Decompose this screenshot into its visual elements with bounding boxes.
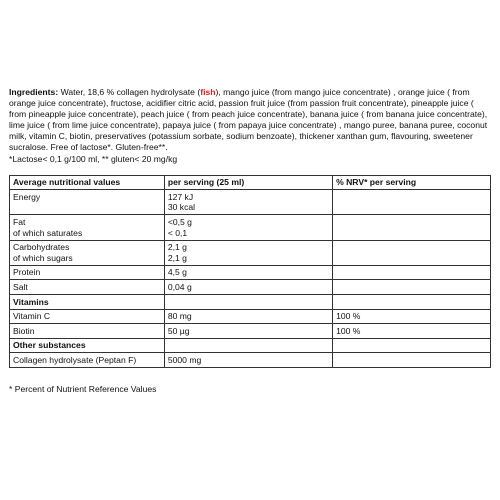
table-row [10,215,491,240]
nrv-value-cell-line: 100 % [336,325,361,336]
nrv-footnote: * Percent of Nutrient Reference Values [9,383,157,394]
nutrient-label-cell [10,280,165,295]
nrv-value-cell [333,215,491,240]
nrv-value-cell [333,324,491,339]
table-row [10,265,491,280]
nrv-value-cell-line: 100 % [336,311,361,322]
header-nrv: % NRV* per serving [333,175,491,190]
nrv-value-cell [333,309,491,324]
nutrition-table [9,175,491,368]
per-serving-value-cell [164,215,332,240]
per-serving-value-cell-line: 2,1 g [167,252,187,263]
nutrient-label-cell-line: Biotin [13,325,35,336]
nutrient-label-cell-line: of which saturates [13,227,83,238]
per-serving-value-cell-line: < 0,1 [167,227,188,238]
empty-cell [333,338,491,353]
header-per-serving: per serving (25 ml) [164,175,332,190]
ingredients-text-part-1: Water, 18,6 % collagen hydrolysate ( [58,87,201,97]
table-row [10,309,491,324]
nrv-value-cell [333,353,491,368]
nutrient-label-cell-line: Protein [13,267,41,278]
empty-cell [164,295,332,310]
table-section-row [10,295,491,310]
per-serving-value-cell-line: 4,5 g [167,267,187,278]
nrv-value-cell [333,240,491,265]
nutrition-table-body [10,190,491,368]
section-label-cell-line: Other substances [13,340,86,351]
section-label-cell [10,338,165,353]
nutrient-label-cell [10,324,165,339]
nutrient-label-cell-line: Energy [13,191,41,202]
table-row [10,240,491,265]
table-section-row [10,338,491,353]
nutrient-label-cell [10,215,165,240]
nutrient-label-cell-line: Salt [13,281,28,292]
section-label-cell-line: Vitamins [13,296,49,307]
ingredients-label: Ingredients: [9,87,59,97]
nutrient-label-cell [10,265,165,280]
section-label-cell [10,295,165,310]
header-nutritional-values: Average nutritional values [10,175,165,190]
table-row [10,190,491,215]
per-serving-value-cell [164,190,332,215]
nutrition-label-document [9,87,493,395]
nutrient-label-cell-line: Collagen hydrolysate (Peptan F) [13,354,137,365]
nrv-value-cell [333,280,491,295]
per-serving-value-cell [164,265,332,280]
nutrient-label-cell [10,353,165,368]
per-serving-value-cell [164,309,332,324]
nutrient-label-cell [10,190,165,215]
nutrient-label-cell [10,309,165,324]
per-serving-value-cell [164,324,332,339]
per-serving-value-cell [164,280,332,295]
per-serving-value-cell-line: 80 mg [167,311,192,322]
nrv-value-cell [333,190,491,215]
table-row [10,353,491,368]
ingredients-paragraph [9,87,493,154]
nutrient-label-cell-line: of which sugars [13,252,73,263]
lactose-gluten-footnote: *Lactose< 0,1 g/100 ml, ** gluten< 20 mg/kg [9,153,178,164]
per-serving-value-cell-line: 0,04 g [167,281,192,292]
per-serving-value-cell [164,240,332,265]
table-row [10,324,491,339]
per-serving-value-cell-line: 127 kJ [167,191,194,202]
nutrient-label-cell-line: Carbohydrates [13,242,70,253]
nrv-value-cell [333,265,491,280]
table-row [10,280,491,295]
nutrition-table-header-row [10,175,491,190]
nutrient-label-cell-line: Fat [13,216,26,227]
nutrient-label-cell [10,240,165,265]
per-serving-value-cell-line: <0,5 g [167,216,192,227]
per-serving-value-cell-line: 30 kcal [167,202,196,213]
per-serving-value-cell-line: 5000 mg [167,354,202,365]
allergen-fish-highlight: fish [200,87,216,97]
per-serving-value-cell-line: 2,1 g [167,242,187,253]
per-serving-value-cell-line: 50 µg [167,325,190,336]
per-serving-value-cell [164,353,332,368]
empty-cell [164,338,332,353]
nutrient-label-cell-line: Vitamin C [13,311,51,322]
empty-cell [333,295,491,310]
ingredients-text-part-2: ), mango juice (from mango juice concentrate) , orange juice ( from orange juice concentrate), fructose, acidifier citric acid, passion fruit juice (from passion fruit concentrate), pineapple juice ( from pineapple juice concentrate), peach juice ( from peach juice concentrate), banana juice ( from banana juice concentrate), lime juice ( from lime juice concentrate), papaya juice ( from papaya juice concentrate) , mango puree, banana puree, coconut milk, vitamin C, biotin, preservatives (potassium sorbate, sodium benzoate), thickener xanthan gum, flavouring, sweetener sucralose. Free of lactose*. Gluten-free**. [9,87,488,153]
